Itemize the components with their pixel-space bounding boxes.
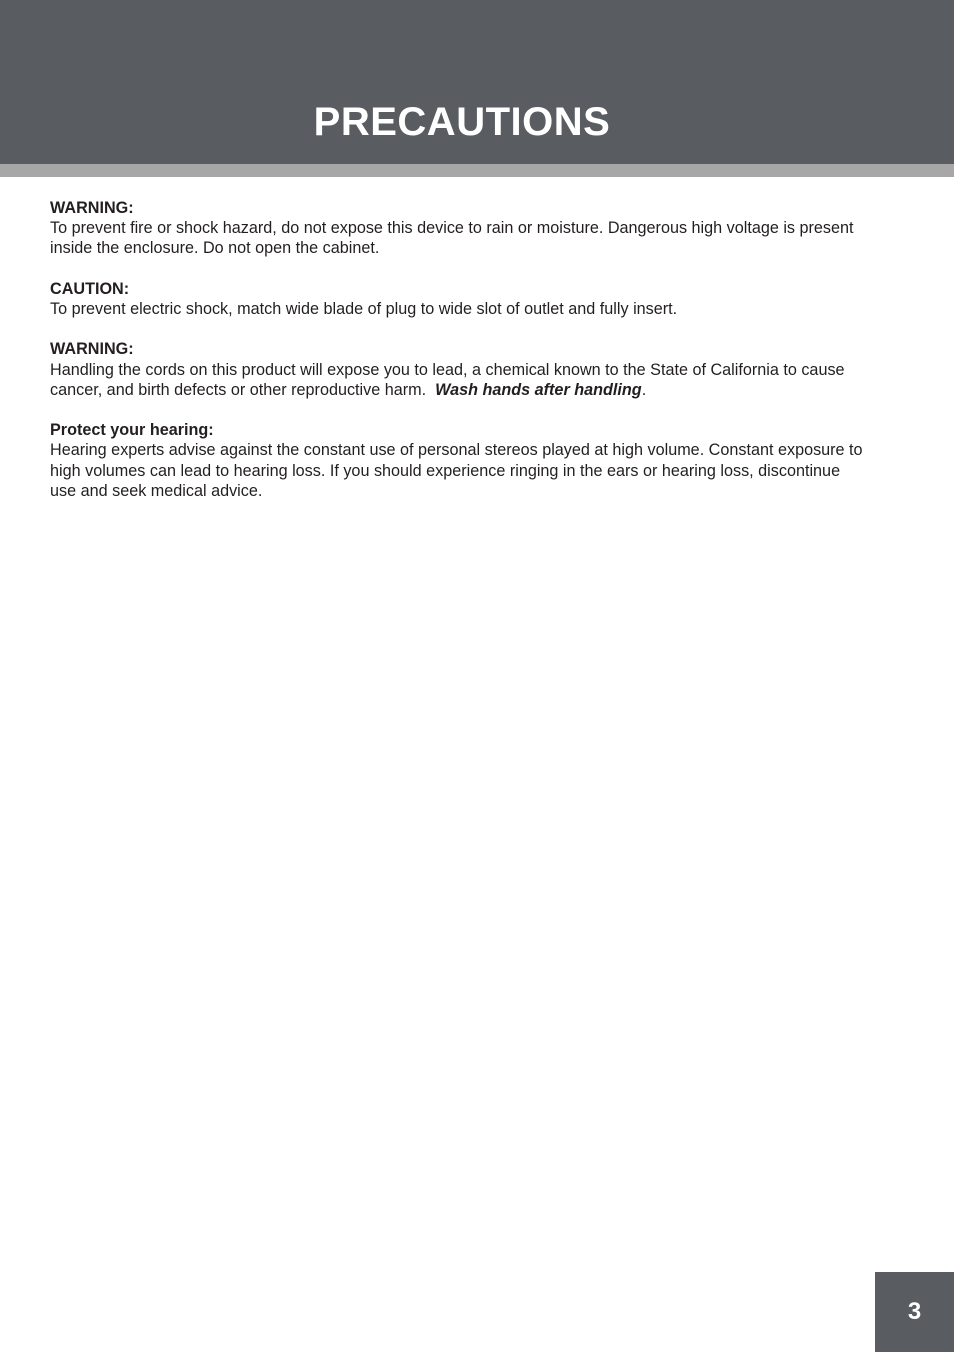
page-number-badge [875, 1272, 954, 1352]
page-title: PRECAUTIONS [313, 100, 611, 144]
section-body-tail: . [641, 380, 647, 399]
section-body: Hearing experts advise against the constant use of personal stereos played at high volume. Constant exposure to high volumes can lead to hearing loss. If you should experience ringing in the ears or hearing loss, discontinue use and seek medical advice. [50, 441, 863, 500]
header-stripe [0, 164, 954, 177]
section-heading: CAUTION: [50, 279, 130, 298]
warning-fire-section [50, 198, 870, 259]
precautions-content [50, 198, 870, 521]
section-body: To prevent fire or shock hazard, do not expose this device to rain or moisture. Dangerous high voltage is present inside the enclosure. Do not open the cabinet. [50, 219, 854, 258]
section-body: Handling the cords on this product will expose you to lead, a chemical known to the State of California to cause cancer, and birth defects or other reproductive harm. [50, 360, 850, 399]
section-heading: WARNING: [50, 340, 134, 359]
hearing-section [50, 420, 870, 501]
warning-lead-section [50, 339, 870, 400]
section-body-container [50, 360, 870, 400]
page-number: 3 [907, 1298, 922, 1325]
caution-shock-section [50, 279, 870, 319]
section-heading: WARNING: [50, 199, 134, 217]
section-body: To prevent electric shock, match wide blade of plug to wide slot of outlet and fully insert. [50, 300, 678, 318]
section-heading: Protect your hearing: [50, 421, 214, 440]
wash-hands-emphasis: Wash hands after handling [435, 380, 642, 399]
